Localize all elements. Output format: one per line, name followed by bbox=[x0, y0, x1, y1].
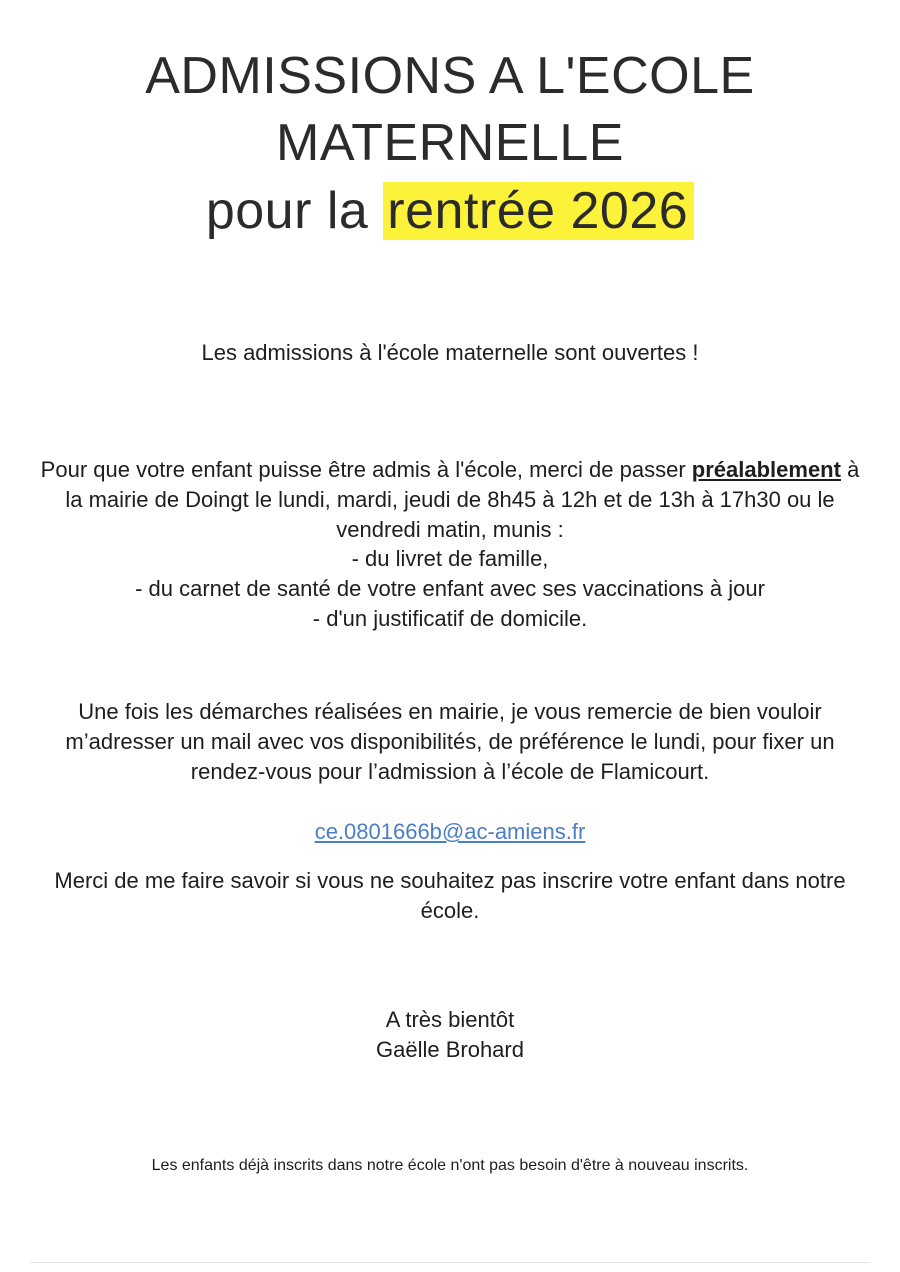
title-line-1: ADMISSIONS A L'ECOLE bbox=[145, 47, 755, 105]
mail-request-paragraph: Une fois les démarches réalisées en mairie, je vous remercie de bien vouloir m’adresser un mail avec vos disponibilités, de préférence le lundi, pour fixer un rendez-vous pour l’admission à l’école de Flamicourt. bbox=[65, 699, 835, 784]
title-highlight: rentrée 2026 bbox=[383, 182, 694, 240]
instructions-paragraph bbox=[40, 455, 860, 545]
intro-text: Les admissions à l'école maternelle sont ouvertes ! bbox=[201, 340, 699, 365]
documents-list bbox=[40, 544, 860, 634]
closing-greeting: A très bientôt bbox=[385, 1007, 515, 1032]
title-line-2: MATERNELLE bbox=[276, 114, 624, 172]
email-link[interactable]: ce.0801666b@ac-amiens.fr bbox=[314, 819, 586, 844]
page-bottom-edge bbox=[30, 1262, 870, 1263]
instructions-emphasis: préalablement bbox=[691, 457, 841, 482]
document-item: - d'un justificatif de domicile. bbox=[312, 606, 588, 631]
email-line bbox=[40, 817, 860, 847]
signature-name: Gaëlle Brohard bbox=[376, 1037, 524, 1062]
title-prefix: pour la bbox=[205, 182, 384, 240]
instructions-part-1: Pour que votre enfant puisse être admis à l'école, merci de passer bbox=[40, 457, 692, 482]
title-line-3 bbox=[0, 180, 900, 242]
closing-block bbox=[40, 1005, 860, 1065]
document-item: - du livret de famille, bbox=[351, 546, 549, 571]
footnote: Les enfants déjà inscrits dans notre école n'ont pas besoin d'être à nouveau inscrits. bbox=[151, 1157, 749, 1174]
opt-out-paragraph: Merci de me faire savoir si vous ne souhaitez pas inscrire votre enfant dans notre école. bbox=[54, 868, 846, 923]
instructions-part-2: à la mairie de Doingt le lundi, mardi, jeudi de 8h45 à 12h et de 13h à 17h30 ou le vendredi matin, munis : bbox=[65, 457, 860, 542]
document-item: - du carnet de santé de votre enfant avec ses vaccinations à jour bbox=[135, 576, 765, 601]
